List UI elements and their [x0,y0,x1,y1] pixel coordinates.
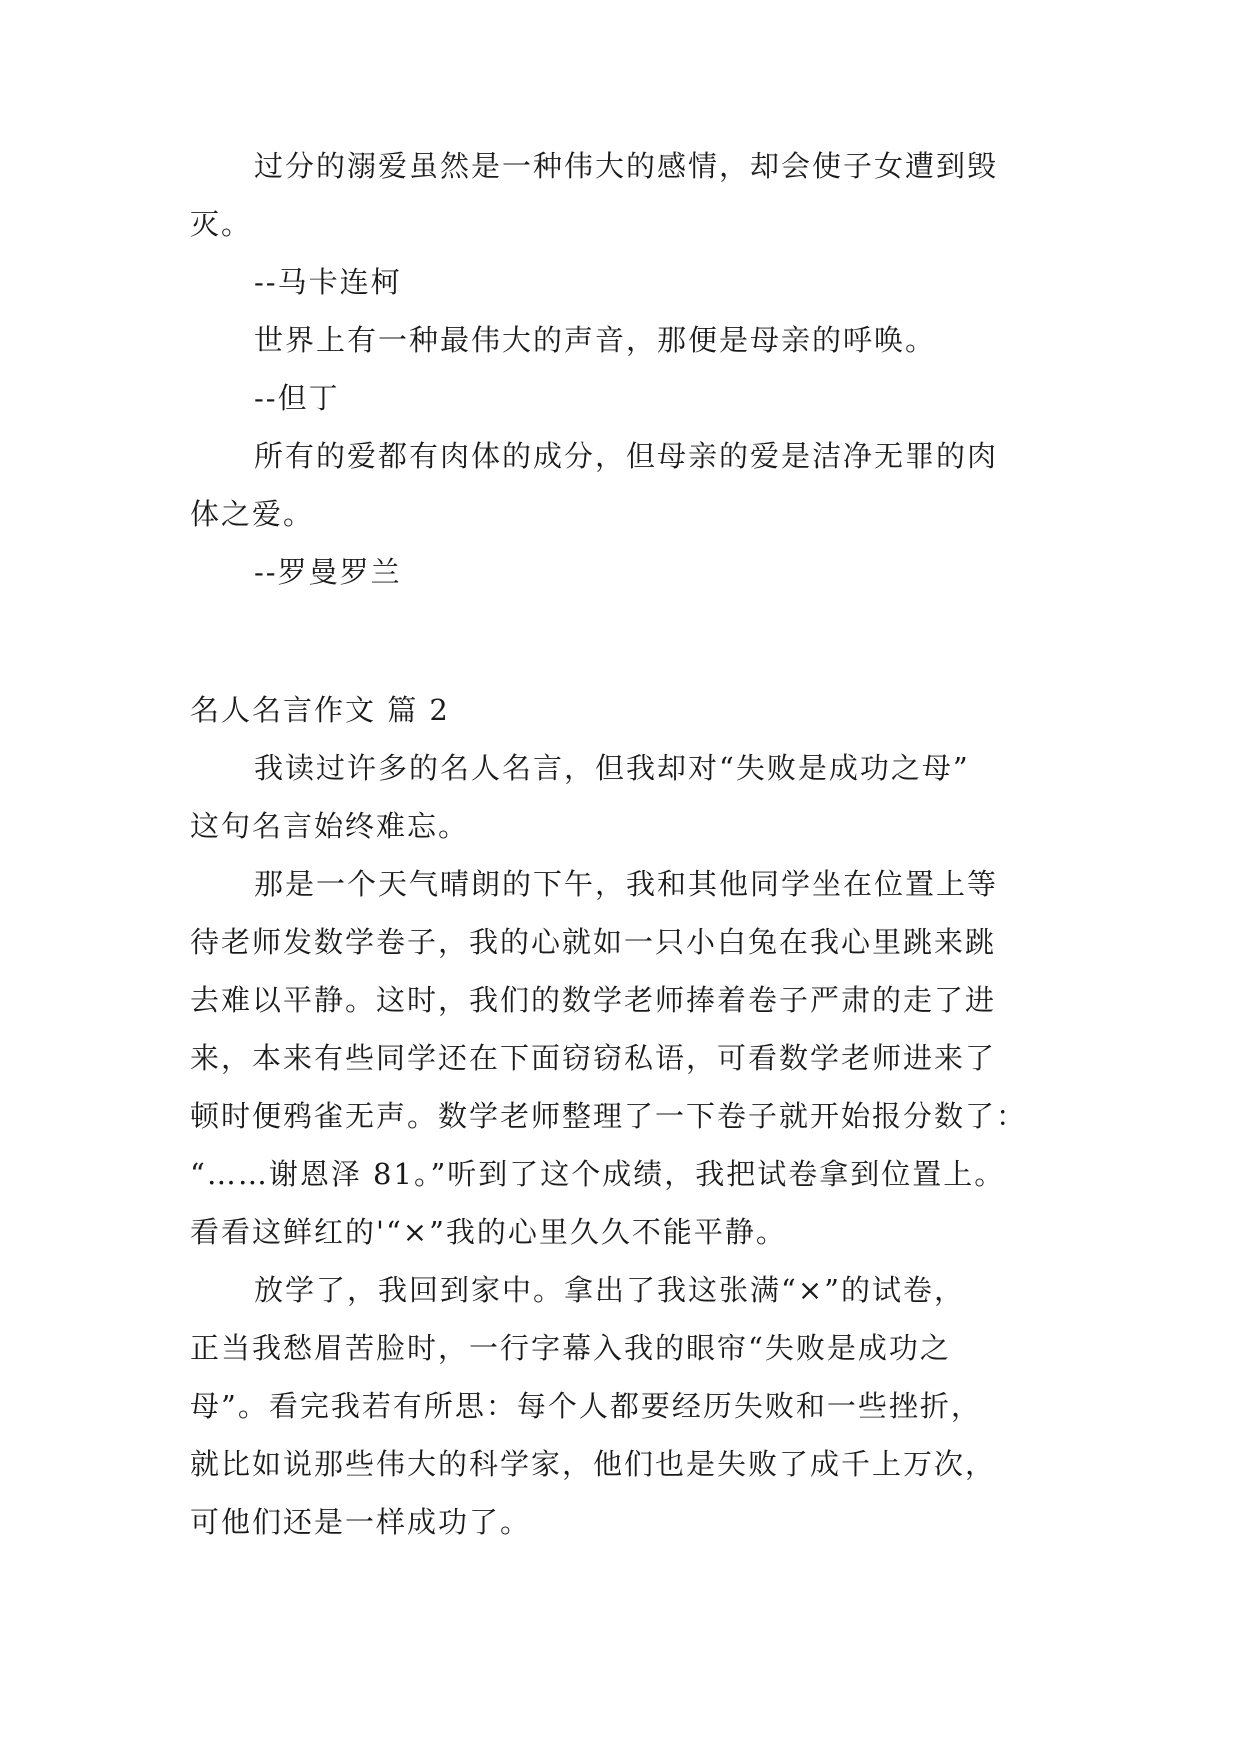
quote-2-author: --但丁 [254,381,340,415]
paragraph-1-line-1: 我读过许多的名人名言，但我却对“失败是成功之母” [254,751,970,785]
quote-1-line-1: 过分的溺爱虽然是一种伟大的感情，却会使子女遭到毁 [254,149,999,183]
quote-1-author: --马卡连柯 [254,265,402,299]
paragraph-3-line-2: 正当我愁眉苦脸时，一行字幕入我的眼帘“失败是成功之 [190,1331,951,1365]
paragraph-2-line-7: 看看这鲜红的'“×”我的心里久久不能平静。 [190,1215,787,1249]
quote-3-line-1: 所有的爱都有肉体的成分，但母亲的爱是洁净无罪的肉 [254,439,999,473]
section-title: 名人名言作文 篇 2 [190,693,450,727]
quote-3-author: --罗曼罗兰 [254,555,402,589]
paragraph-1 [190,739,1070,855]
quote-3 [190,427,1070,601]
paragraph-2-line-3: 去难以平静。这时，我们的数学老师捧着卷子严肃的走了进 [190,983,997,1017]
quote-2 [190,311,1070,427]
paragraph-2 [190,855,1070,1261]
paragraph-2-line-4: 来，本来有些同学还在下面窃窃私语，可看数学老师进来了 [190,1041,997,1075]
paragraph-2-line-5: 顿时便鸦雀无声。数学老师整理了一下卷子就开始报分数了： [190,1099,1028,1133]
paragraph-3-line-1: 放学了，我回到家中。拿出了我这张满“×”的试卷， [254,1273,965,1307]
quote-2-line-1: 世界上有一种最伟大的声音，那便是母亲的呼唤。 [254,323,937,357]
paragraph-1-line-2: 这句名言始终难忘。 [190,809,470,843]
paragraph-2-line-2: 待老师发数学卷子，我的心就如一只小白兔在我心里跳来跳 [190,925,997,959]
paragraph-3 [190,1261,1070,1551]
paragraph-2-line-6: “……谢恩泽 81。”听到了这个成绩，我把试卷拿到位置上。 [190,1157,1006,1191]
quote-3-line-2: 体之爱。 [190,497,315,531]
paragraph-3-line-5: 可他们还是一样成功了。 [190,1505,532,1539]
paragraph-3-line-3: 母”。看完我若有所思：每个人都要经历失败和一些挫折， [190,1389,982,1423]
paragraph-2-line-1: 那是一个天气晴朗的下午，我和其他同学坐在位置上等 [254,867,999,901]
quote-1 [190,137,1070,311]
paragraph-3-line-4: 就比如说那些伟大的科学家，他们也是失败了成千上万次， [190,1447,997,1481]
quote-1-line-2: 灭。 [190,207,253,241]
